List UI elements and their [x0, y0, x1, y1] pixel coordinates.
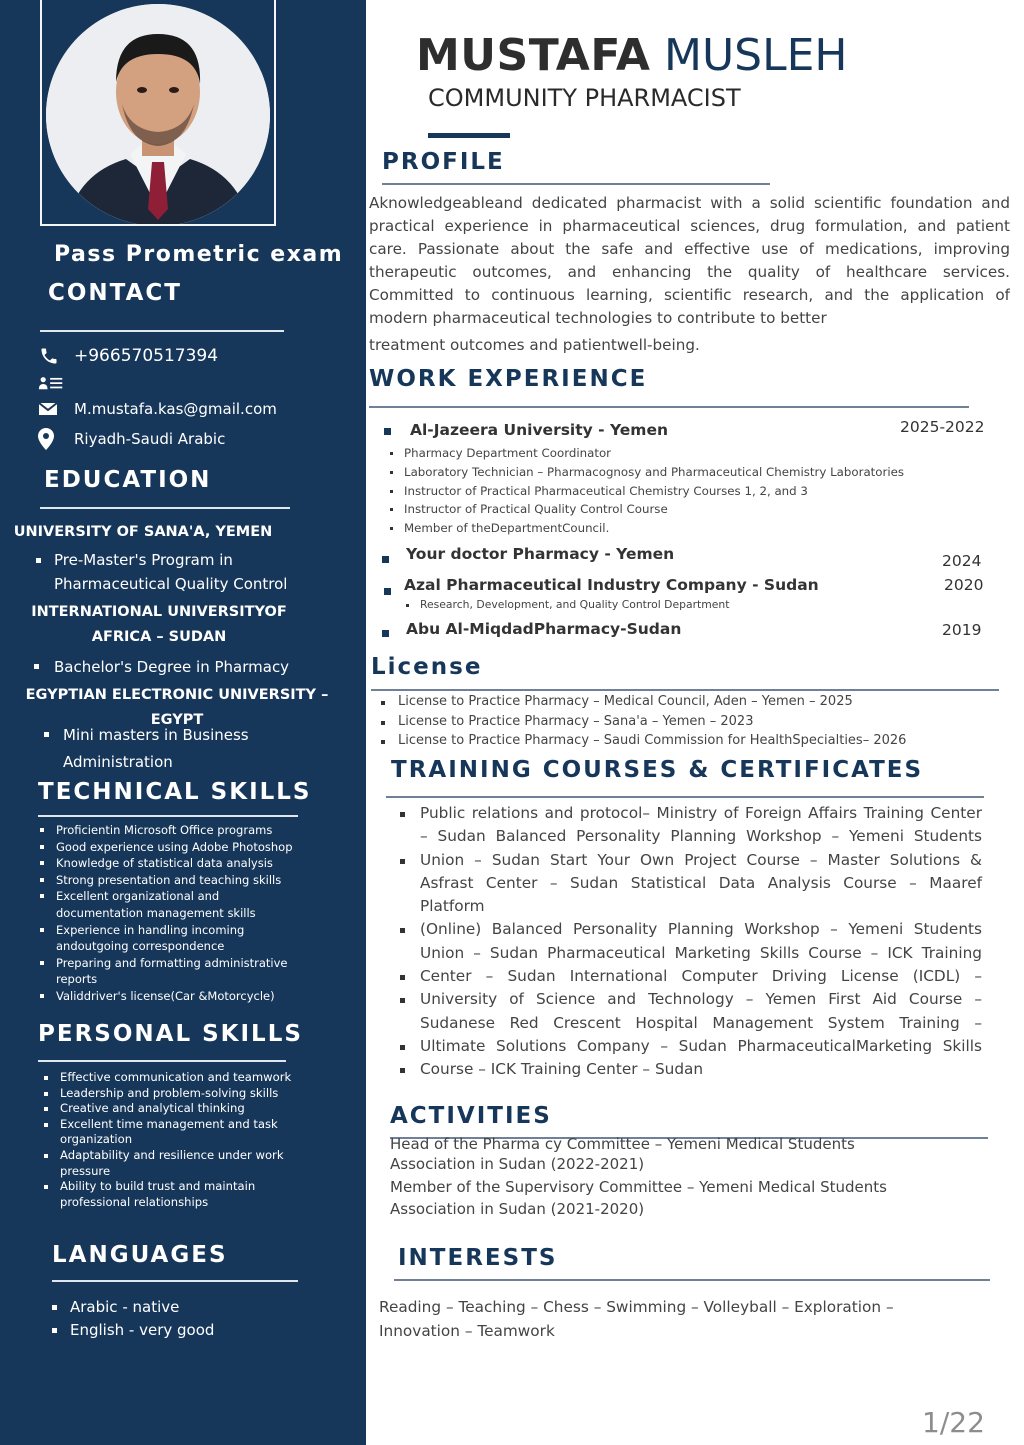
- education-university-3-line-2: EGYPT: [150, 712, 204, 728]
- interests-heading: INTERESTS: [398, 1245, 558, 1271]
- job-title: COMMUNITY PHARMACIST: [428, 84, 741, 112]
- activity-1-line-1: Head of the Pharma cy Committee – Yemeni Medical Students: [390, 1135, 855, 1153]
- technical-skill-item: Strong presentation and teaching skills: [36, 872, 326, 889]
- title-accent-bar: [428, 133, 510, 138]
- bullet: [36, 558, 41, 563]
- job-bullet: [382, 556, 389, 563]
- job-bullet: [382, 630, 389, 637]
- technical-skill-item: Preparing and formatting administrative reports: [36, 955, 316, 988]
- profile-heading: PROFILE: [382, 149, 505, 175]
- last-name: MUSLEH: [664, 30, 848, 81]
- contact-phone: [38, 346, 218, 366]
- languages-heading: LANGUAGES: [52, 1242, 228, 1268]
- work-experience-divider: [369, 406, 969, 408]
- education-university-3-line-1: EGYPTIAN ELECTRONIC UNIVERSITY –: [25, 687, 329, 703]
- personal-skill-item: Adaptability and resilience under work pressure: [40, 1148, 300, 1179]
- contact-email: [38, 400, 277, 418]
- profile-text: Aknowledgeableand dedicated pharmacist with a solid scientific foundation and practical experience in pharmaceutical sciences, drug formulation, and patient care. Passionate about the safe and effective use of medications, improving therapeutic outcomes, and enhancing the quality of healthcare services. Committed to continuous learning, scientific research, and the application of modern pharmaceutical technologies to contribute to better: [369, 194, 1010, 328]
- profile-photo: [46, 4, 270, 226]
- duty-item: Instructor of Practical Pharmaceutical Chemistry Courses 1, 2, and 3: [386, 482, 904, 501]
- license-list: [378, 692, 906, 751]
- education-degree-3-line-2: Administration: [63, 753, 173, 771]
- activity-2-line-1: Member of the Supervisory Committee – Yemeni Medical Students: [390, 1178, 887, 1196]
- technical-skills-heading: TECHNICAL SKILLS: [38, 779, 312, 805]
- education-university-1: UNIVERSITY OF SANA'A, YEMEN: [13, 524, 273, 540]
- education-degree-1-line-2: Pharmaceutical Quality Control: [54, 575, 288, 593]
- job-years-2: 2024: [942, 552, 982, 570]
- training-item: Center – Sudan International Computer Driving License (ICDL) –: [396, 965, 982, 988]
- license-item: License to Practice Pharmacy – Medical Council, Aden – Yemen – 2025: [378, 692, 906, 712]
- training-item: Course – ICK Training Center – Sudan: [396, 1058, 982, 1081]
- job-title-2: Your doctor Pharmacy - Yemen: [406, 545, 675, 563]
- bullet: [34, 664, 39, 669]
- job-1-duties: [386, 444, 904, 538]
- technical-skills-divider: [38, 815, 298, 817]
- job-title-4: Abu Al-MiqdadPharmacy-Sudan: [406, 620, 682, 638]
- job-title-3: Azal Pharmaceutical Industry Company - Sudan: [404, 576, 819, 594]
- mail-icon: [38, 401, 64, 417]
- activities-heading: ACTIVITIES: [390, 1103, 552, 1129]
- training-item-continued: – Sudan Balanced Personality Planning Workshop – Yemeni Students: [420, 827, 982, 846]
- education-degree-2: Bachelor's Degree in Pharmacy: [54, 658, 290, 676]
- education-heading: EDUCATION: [44, 467, 212, 493]
- job-years-4: 2019: [942, 621, 982, 639]
- personal-skills-heading: PERSONAL SKILLS: [38, 1021, 303, 1047]
- training-item-continued: Asfrast Center – Sudan Statistical Data Analysis Course – Maaref Platform: [420, 873, 982, 916]
- prometric-tagline: Pass Prometric exam: [54, 242, 344, 267]
- language-item: Arabic - native: [50, 1296, 214, 1319]
- personal-skill-item: Ability to build trust and maintain professional relationships: [40, 1179, 275, 1210]
- training-item-continued: Sudanese Red Crescent Hospital Management System Training –: [420, 1013, 982, 1032]
- training-item: University of Science and Technology – Yemen First Aid Course –: [396, 988, 982, 1011]
- languages-list: [50, 1296, 214, 1342]
- training-list: [396, 802, 982, 1082]
- personal-skill-item: Creative and analytical thinking: [40, 1101, 310, 1117]
- license-item: License to Practice Pharmacy – Sana'a – Yemen – 2023: [378, 712, 906, 732]
- personal-skills-divider: [38, 1060, 286, 1062]
- license-heading: License: [371, 654, 483, 680]
- technical-skill-item: Good experience using Adobe Photoshop: [36, 839, 326, 856]
- phone-icon: [38, 346, 64, 366]
- training-divider: [386, 796, 984, 798]
- education-degree-3-line-1: Mini masters in Business: [63, 726, 249, 744]
- work-experience-heading: WORK EXPERIENCE: [369, 366, 648, 392]
- technical-skill-item: Excellent organizational and documentation management skills: [36, 888, 286, 921]
- phone-number: +966570517394: [74, 346, 219, 366]
- training-item: Ultimate Solutions Company – Sudan PharmaceuticalMarketing Skills: [396, 1035, 982, 1058]
- interests-text: Reading – Teaching – Chess – Swimming – Volleyball – Exploration – Innovation – Teamwork: [379, 1298, 894, 1340]
- education-university-2-line-2: AFRICA – SUDAN: [91, 629, 227, 645]
- activity-2-line-2: Association in Sudan (2021-2020): [390, 1200, 645, 1218]
- contact-card: [38, 374, 64, 394]
- training-heading: TRAINING COURSES & CERTIFICATES: [391, 757, 924, 783]
- contact-card-icon: [38, 374, 64, 394]
- bullet: [44, 732, 49, 737]
- profile-text-end: treatment outcomes and patientwell-being.: [369, 336, 700, 354]
- activity-1-line-2: Association in Sudan (2022-2021): [390, 1155, 645, 1173]
- profile-photo-illustration: [46, 4, 270, 226]
- duty-item: Research, Development, and Quality Control Department: [402, 596, 730, 615]
- contact-location: [38, 428, 225, 450]
- education-degree-1-line-1: Pre-Master's Program in: [54, 551, 233, 569]
- technical-skill-item: Experience in handling incoming andoutgoing correspondence: [36, 922, 286, 955]
- profile-divider: [382, 183, 770, 185]
- education-divider: [40, 507, 290, 509]
- duty-item: Member of theDepartmentCouncil.: [386, 519, 904, 538]
- email-address: M.mustafa.kas@gmail.com: [74, 400, 277, 418]
- personal-skill-item: Effective communication and teamwork: [40, 1070, 310, 1086]
- job-title-1: Al-Jazeera University - Yemen: [410, 421, 668, 439]
- language-item: English - very good: [50, 1319, 214, 1342]
- technical-skill-item: Knowledge of statistical data analysis: [36, 855, 326, 872]
- sidebar: [0, 0, 366, 1445]
- personal-skill-item: Leadership and problem-solving skills: [40, 1086, 310, 1102]
- job-years-1: 2025-2022: [900, 418, 985, 436]
- contact-heading: CONTACT: [48, 280, 182, 306]
- technical-skill-item: Validdriver's license(Car &Motorcycle): [36, 988, 326, 1005]
- first-name: MUSTAFA: [416, 30, 651, 81]
- duty-item: Laboratory Technician – Pharmacognosy and Pharmaceutical Chemistry Laboratories: [386, 463, 904, 482]
- technical-skills-list: [36, 822, 326, 1005]
- languages-divider: [52, 1280, 298, 1282]
- training-item: Public relations and protocol– Ministry of Foreign Affairs Training Center: [396, 802, 982, 825]
- location-text: Riyadh-Saudi Arabic: [74, 430, 226, 448]
- training-item: (Online) Balanced Personality Planning Workshop – Yemeni Students: [396, 918, 982, 941]
- license-divider: [371, 689, 999, 691]
- contact-divider: [40, 330, 284, 332]
- interests-divider: [394, 1279, 990, 1281]
- job-bullet: [384, 428, 391, 435]
- personal-skill-item: Excellent time management and task organization: [40, 1117, 290, 1148]
- job-bullet: [384, 588, 391, 595]
- location-pin-icon: [38, 428, 64, 450]
- duty-item: Instructor of Practical Quality Control Course: [386, 500, 904, 519]
- job-3-duties: [402, 596, 730, 615]
- page-number: 1/22: [922, 1406, 985, 1439]
- personal-skills-list: [40, 1070, 310, 1210]
- education-university-2-line-1: INTERNATIONAL UNIVERSITYOF: [31, 604, 287, 620]
- technical-skill-item: Proficientin Microsoft Office programs: [36, 822, 326, 839]
- duty-item: Pharmacy Department Coordinator: [386, 444, 904, 463]
- training-item-continued: Union – Sudan Pharmaceutical Marketing Skills Course – ICK Training: [420, 943, 982, 962]
- training-item: Union – Sudan Start Your Own Project Course – Master Solutions &: [396, 849, 982, 872]
- license-item: License to Practice Pharmacy – Saudi Commission for HealthSpecialties– 2026: [378, 731, 906, 751]
- job-years-3: 2020: [944, 576, 984, 594]
